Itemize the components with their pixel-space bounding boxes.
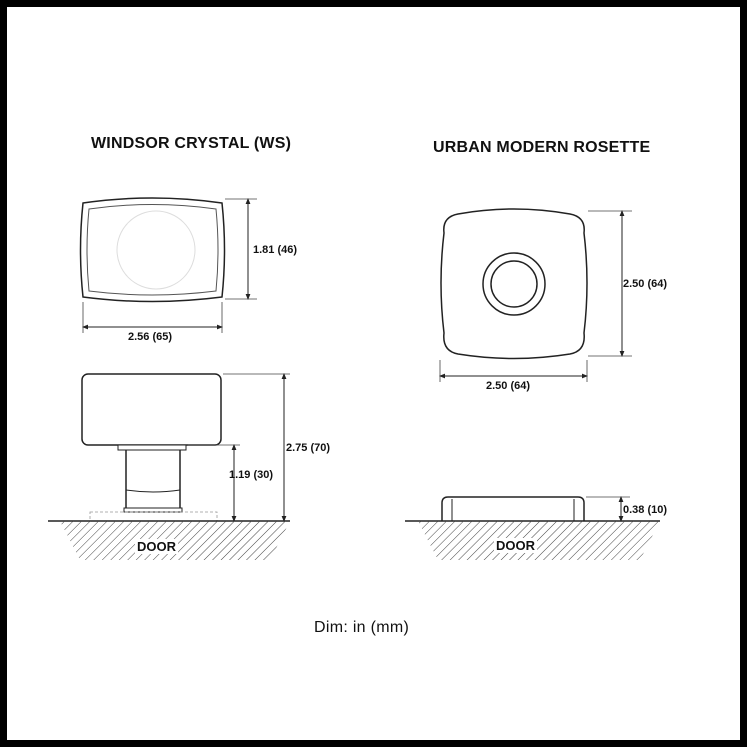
glass-circle <box>117 211 195 289</box>
ws-door-label: DOOR <box>137 539 176 554</box>
umr-top-view <box>441 209 587 359</box>
umr-height-label: 2.50 (64) <box>623 278 668 290</box>
umr-thickness-label: 0.38 (10) <box>623 504 668 516</box>
ws-top-width-dim <box>83 302 222 333</box>
umr-width-label: 2.50 (64) <box>486 380 531 392</box>
units-note: Dim: in (mm) <box>314 619 410 636</box>
ws-top-view <box>81 198 225 302</box>
ws-top-width-label: 2.56 (65) <box>128 331 173 343</box>
ws-total-height-label: 2.75 (70) <box>286 442 331 454</box>
ws-top-height-label: 1.81 (46) <box>253 244 298 256</box>
umr-title: URBAN MODERN ROSETTE <box>433 139 651 156</box>
umr-width-dim <box>440 360 587 382</box>
ws-stem-height-dim <box>188 445 240 519</box>
ws-total-height-dim <box>223 374 290 519</box>
ws-title: WINDSOR CRYSTAL (WS) <box>91 135 292 152</box>
umr-door-label: DOOR <box>496 538 535 553</box>
umr-side-view <box>442 497 584 521</box>
drawing-frame <box>7 7 740 740</box>
ws-side-view <box>82 374 221 521</box>
ws-stem-height-label: 1.19 (30) <box>229 469 274 481</box>
